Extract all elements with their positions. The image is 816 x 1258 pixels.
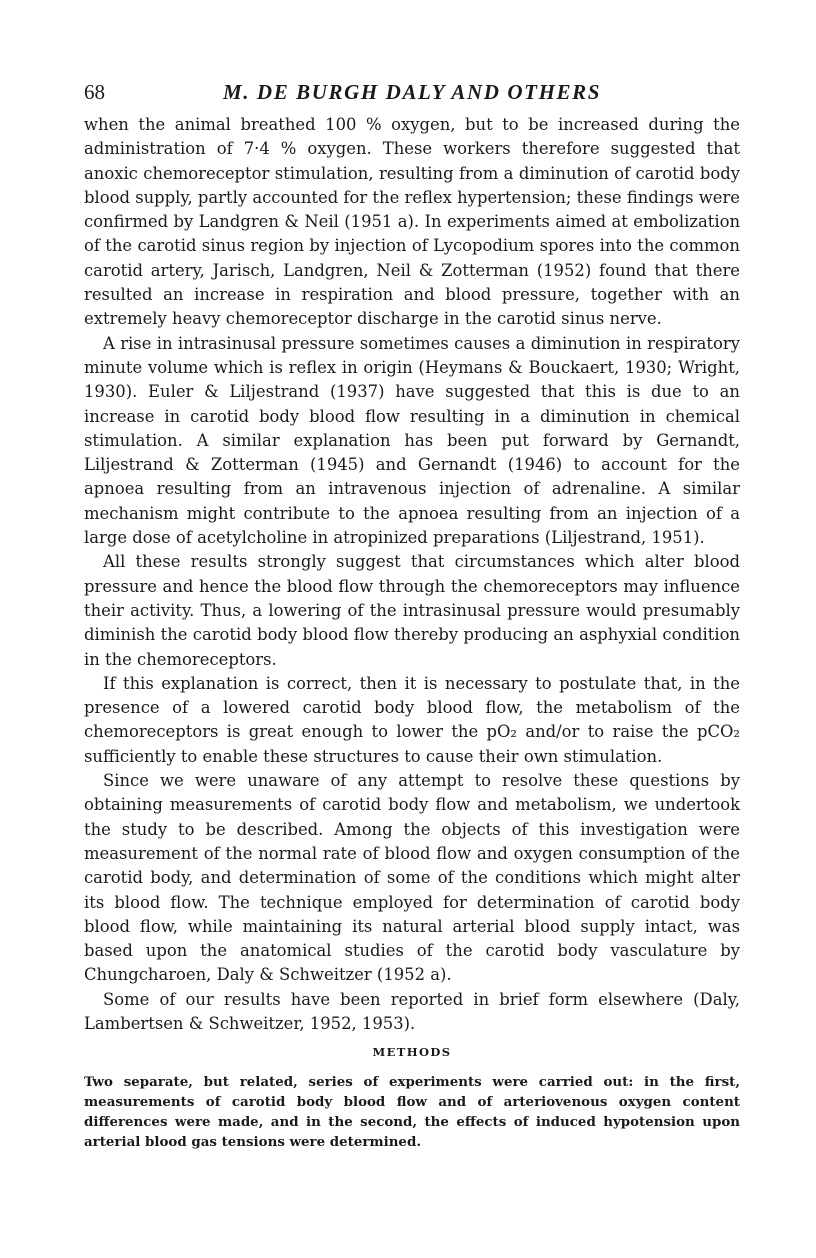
paragraph-5: Since we were unaware of any attempt to resolve these questions by obtaining measurements of carotid body flow and metabolism, we undertook the study to be described. Among the objects of this investigation were measurement of the normal rate of blood flow and oxygen consumption of the carotid body, and determination of some of the conditions which might alter its blood flow. The technique employed for determination of carotid body blood flow, while maintaining its natural arterial blood supply intact, was based upon the anatomical studies of the carotid body vasculature by Chungcharoen, Daly & Schweitzer (1952 a). [84,771,740,985]
methods-section [84,1072,740,1152]
paragraph-4: If this explanation is correct, then it is necessary to postulate that, in the presence of a lowered carotid body blood flow, the metabolism of the chemoreceptors is great enough to lower the pO₂ and/or to raise the pCO₂ sufficiently to enable these structures to cause their own stimulation. [84,673,740,766]
paragraph-3: All these results strongly suggest that circumstances which alter blood pressure and hence the blood flow through the chemoreceptors may influence their activity. Thus, a lowering of the intrasinusal pressure would presumably diminish the carotid body blood flow thereby producing an asphyxial condition in the chemoreceptors. [84,552,740,669]
paragraph-2: A rise in intrasinusal pressure sometimes causes a diminution in respiratory minute volume which is reflex in origin (Heymans & Bouckaert, 1930; Wright, 1930). Euler & Liljestrand (1937) have suggested that this is due to an increase in carotid body blood flow resulting in a diminution in chemical stimulation. A similar explanation has been put forward by Gernandt, Liljestrand & Zotterman (1945) and Gernandt (1946) to account for the apnoea resulting from an intravenous injection of adrenaline. A similar mechanism might contribute to the apnoea resulting from an injection of a large dose of acetylcholine in atropinized preparations (Liljestrand, 1951). [84,333,740,548]
body-text [84,113,740,1036]
paragraph-1: when the animal breathed 100 % oxygen, but to be increased during the administration of 7·4 % oxygen. These workers therefore suggested that anoxic chemoreceptor stimulation, resulting from a diminution of carotid body blood supply, partly accounted for the reflex hypertension; these findings were confirmed by Landgren & Neil (1951 a). In experiments aimed at embolization of the carotid sinus region by injection of Lycopodium spores into the common carotid artery, Jarisch, Landgren, Neil & Zotterman (1952) found that there resulted an increase in respiration and blood pressure, together with an extremely heavy chemoreceptor discharge in the carotid sinus nerve. [84,115,740,329]
running-head: M. DE BURGH DALY AND OTHERS [222,80,602,104]
page-number: 68 [84,80,105,104]
paragraph-6: Some of our results have been reported in brief form elsewhere (Daly, Lambertsen & Schweitzer, 1952, 1953). [84,989,740,1033]
page-header [84,80,740,106]
methods-paragraph: Two separate, but related, series of experiments were carried out: in the first, measurements of carotid body blood flow and of arteriovenous oxygen content differences were made, and in the second, the effects of induced hypotension upon arterial blood gas tensions were determined. [84,1074,740,1150]
methods-heading: METHODS [372,1045,452,1059]
